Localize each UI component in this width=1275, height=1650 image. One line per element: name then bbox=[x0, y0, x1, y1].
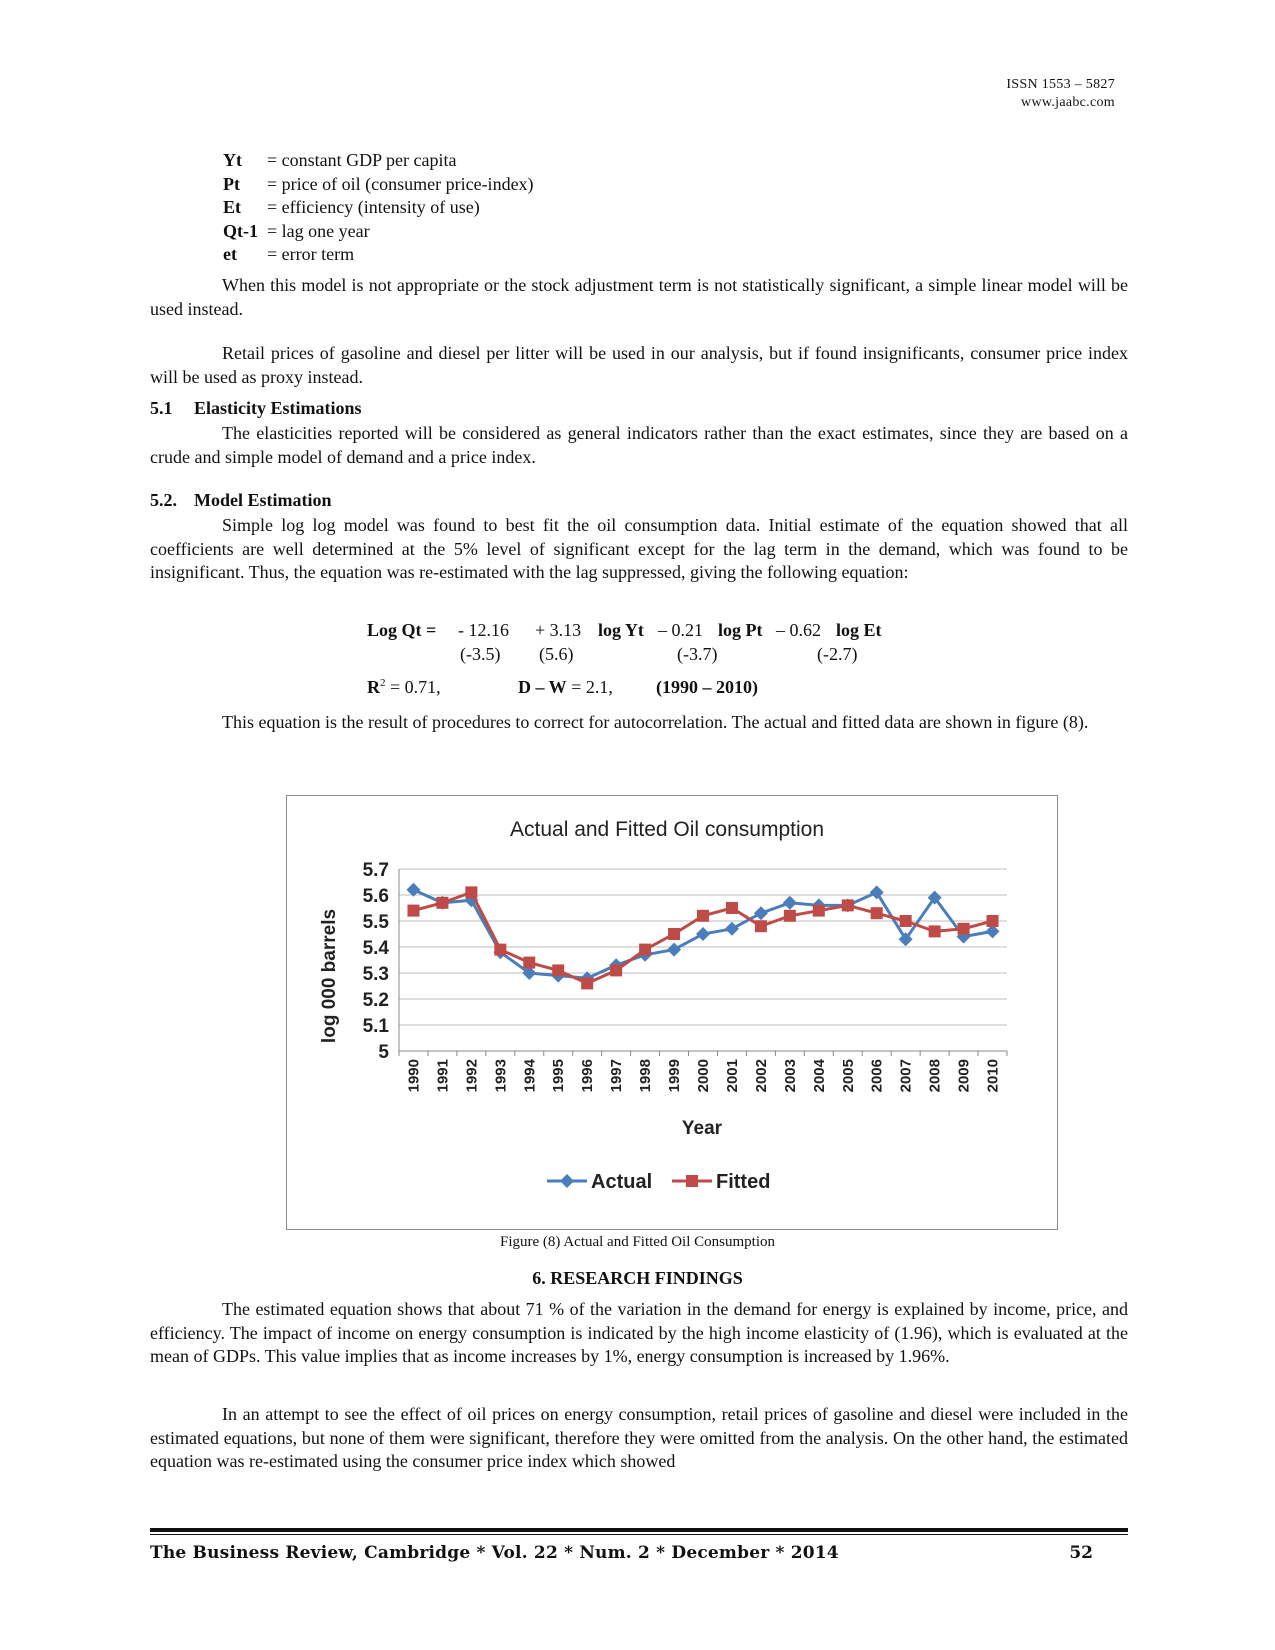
equation-term: – 0.21 bbox=[658, 620, 703, 640]
y-tick-label: 5.4 bbox=[362, 938, 389, 959]
x-tick-label: 1994 bbox=[521, 1059, 539, 1093]
r-squared: $R^2 = 0.71$, bbox=[367, 677, 441, 697]
t-stat: (-2.7) bbox=[817, 644, 858, 664]
series-actual bbox=[406, 883, 999, 985]
y-tick-label: 5.6 bbox=[362, 886, 389, 907]
chart-grid bbox=[399, 869, 1007, 1056]
issn: ISSN 1553 – 5827 bbox=[1006, 77, 1115, 92]
x-tick-label: 1991 bbox=[434, 1059, 452, 1093]
paragraph: This equation is the result of procedures to correct for autocorrelation. The actual and fitted data are shown in figure (8). bbox=[222, 712, 1089, 732]
journal-header bbox=[1006, 76, 1115, 112]
x-tick-label: 2005 bbox=[839, 1059, 857, 1093]
data-point-fitted bbox=[871, 907, 883, 919]
chart-title: Actual and Fitted Oil consumption bbox=[510, 818, 824, 841]
data-point-fitted bbox=[494, 944, 506, 956]
equation-term: – 0.62 bbox=[776, 620, 821, 640]
footer-rule bbox=[150, 1528, 1128, 1532]
t-stat: (5.6) bbox=[539, 644, 574, 664]
legend-marker bbox=[686, 1175, 698, 1187]
x-tick-label: 2009 bbox=[955, 1059, 973, 1093]
x-tick-label: 1993 bbox=[492, 1059, 510, 1093]
y-tick-label: 5.5 bbox=[362, 912, 389, 933]
equation-term: log Pt bbox=[718, 620, 763, 640]
durbin-watson: D – W = 2.1, bbox=[518, 677, 613, 697]
equation-term: - 12.16 bbox=[458, 620, 509, 640]
data-point-fitted bbox=[436, 897, 448, 909]
figure-8-chart bbox=[286, 795, 1058, 1230]
sample-period: (1990 – 2010) bbox=[656, 677, 758, 697]
data-point-fitted bbox=[407, 905, 419, 917]
y-axis-ticks bbox=[363, 860, 390, 1063]
paragraph: The estimated equation shows that about 71 % of the variation in the demand for energy is explained by income, price, and efficiency. The impact of income on energy consumption is indicated by the high income elasticity of (1.96), which is evaluated at the mean of GDPs. This value implies that as income increases by 1%, energy consumption is increased by 1.96%. bbox=[150, 1299, 1128, 1366]
x-tick-label: 2000 bbox=[695, 1059, 712, 1093]
data-point-fitted bbox=[755, 920, 767, 932]
equation-lhs: Log Qt = bbox=[367, 620, 437, 640]
x-tick-label: 1996 bbox=[579, 1059, 597, 1093]
data-point-fitted bbox=[784, 910, 796, 922]
x-axis-label: Year bbox=[681, 1118, 723, 1139]
section-heading: 6. RESEARCH FINDINGS bbox=[532, 1268, 743, 1288]
y-tick-label: 5.3 bbox=[362, 964, 389, 985]
footer-rule-thin bbox=[150, 1534, 1128, 1535]
chart-svg bbox=[287, 796, 1057, 1229]
y-axis-label: log 000 barrels bbox=[319, 908, 340, 1044]
x-tick-label: 2008 bbox=[926, 1059, 944, 1093]
data-point-fitted bbox=[639, 944, 651, 956]
x-tick-label: 1992 bbox=[463, 1059, 481, 1093]
x-tick-label: 2003 bbox=[781, 1059, 799, 1093]
equation-term: log Yt bbox=[598, 620, 644, 640]
x-tick-label: 2006 bbox=[868, 1059, 886, 1093]
data-point-actual bbox=[725, 922, 739, 936]
t-stat: (-3.5) bbox=[460, 644, 501, 664]
legend-label-fitted: Fitted bbox=[716, 1171, 771, 1193]
data-point-fitted bbox=[610, 964, 622, 976]
data-point-fitted bbox=[581, 977, 593, 989]
x-axis-ticks bbox=[405, 1058, 1001, 1092]
footer-citation: The Business Review, Cambridge * Vol. 22 * Num. 2 * December * 2014 bbox=[150, 1543, 839, 1563]
data-point-fitted bbox=[726, 902, 738, 914]
figure-caption: Figure (8) Actual and Fitted Oil Consumption bbox=[500, 1234, 775, 1250]
x-tick-label: 1999 bbox=[666, 1059, 684, 1093]
definition-row: Yt = constant GDP per capita bbox=[223, 150, 457, 170]
definition-row: Pt = price of oil (consumer price-index) bbox=[223, 173, 534, 194]
x-tick-label: 1995 bbox=[550, 1059, 568, 1093]
x-tick-label: 1990 bbox=[405, 1059, 423, 1093]
data-point-fitted bbox=[523, 957, 535, 969]
paragraph: Retail prices of gasoline and diesel per litter will be used in our analysis, but if found insignificants, consumer price index will be used as proxy instead. bbox=[150, 343, 1128, 387]
legend-marker bbox=[560, 1174, 574, 1188]
definition-row: et = error term bbox=[223, 244, 355, 264]
definition-row: Et = efficiency (intensity of use) bbox=[223, 197, 480, 217]
x-tick-label: 2004 bbox=[810, 1059, 828, 1093]
legend-label-actual: Actual bbox=[591, 1171, 653, 1193]
data-point-fitted bbox=[813, 905, 825, 917]
data-point-actual bbox=[667, 943, 681, 957]
data-point-fitted bbox=[958, 923, 970, 935]
paragraph: When this model is not appropriate or the stock adjustment term is not statistically significant, a simple linear model will be used instead. bbox=[150, 275, 1128, 319]
data-point-actual bbox=[696, 927, 710, 941]
y-tick-label: 5.1 bbox=[362, 1016, 389, 1037]
equation-term: log Et bbox=[836, 620, 882, 640]
x-tick-label: 2007 bbox=[897, 1059, 915, 1093]
data-point-fitted bbox=[929, 925, 941, 937]
definition-row: Qt-1 = lag one year bbox=[223, 220, 370, 241]
equation-term: + 3.13 bbox=[535, 620, 582, 640]
x-tick-label: 2001 bbox=[723, 1059, 741, 1093]
x-tick-label: 2010 bbox=[984, 1059, 1002, 1093]
data-point-fitted bbox=[987, 915, 999, 927]
x-tick-label: 2002 bbox=[752, 1059, 770, 1093]
paragraph: Simple log log model was found to best fit the oil consumption data. Initial estimate of the equation showed that all coefficients are well determined at the 5% level of significant except for the lag term in the demand, which was found to be insignificant. Thus, the equation was re-estimated with the lag suppressed, giving the following equation: bbox=[150, 515, 1128, 582]
paragraph: In an attempt to see the effect of oil prices on energy consumption, retail prices of gasoline and diesel were included in the estimated equations, but none of them were significant, therefore they were omitted from the analysis. On the other hand, the estimated equation was re-estimated using the consumer price index which showed bbox=[150, 1404, 1128, 1471]
variable-definitions bbox=[223, 149, 534, 267]
data-point-fitted bbox=[842, 899, 854, 911]
data-point-fitted bbox=[668, 928, 680, 940]
t-stat: (-3.7) bbox=[677, 644, 718, 664]
page-number: 52 bbox=[1069, 1543, 1093, 1563]
data-point-fitted bbox=[552, 964, 564, 976]
data-point-actual bbox=[783, 896, 797, 910]
y-tick-label: 5 bbox=[378, 1042, 389, 1063]
x-tick-label: 1998 bbox=[637, 1059, 655, 1093]
x-tick-label: 1997 bbox=[608, 1059, 626, 1093]
y-tick-label: 5.7 bbox=[362, 860, 389, 881]
chart-legend bbox=[547, 1171, 770, 1193]
website: www.jaabc.com bbox=[1021, 95, 1115, 110]
section-heading: 5.1 Elasticity Estimations bbox=[150, 398, 362, 418]
data-point-fitted bbox=[465, 886, 477, 898]
y-tick-label: 5.2 bbox=[362, 990, 389, 1011]
data-point-actual bbox=[870, 885, 884, 899]
data-point-fitted bbox=[697, 910, 709, 922]
section-heading: 5.2. Model Estimation bbox=[150, 490, 332, 510]
paragraph: The elasticities reported will be considered as general indicators rather than the exact estimates, since they are based on a crude and simple model of demand and a price index. bbox=[150, 423, 1128, 467]
data-point-fitted bbox=[900, 915, 912, 927]
data-point-actual bbox=[754, 906, 768, 920]
